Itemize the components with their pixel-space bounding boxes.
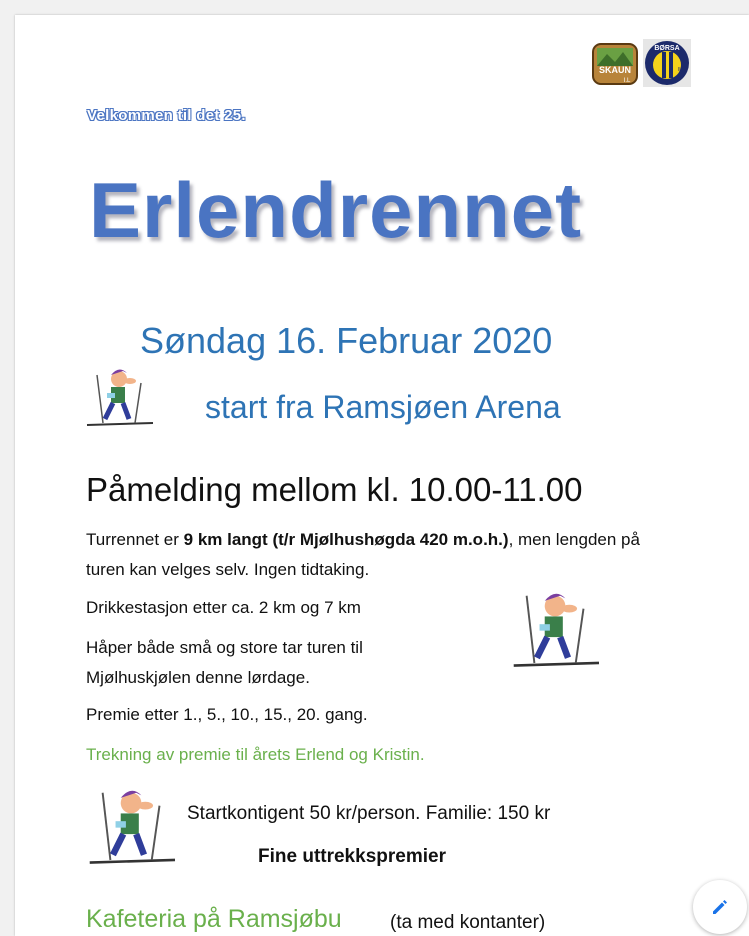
race-info-rest: , men lengden på turen kan velges selv. Ingen tidtaking. xyxy=(86,530,640,579)
event-title: Erlendrennet xyxy=(89,166,583,254)
borsa-il-logo xyxy=(642,38,692,88)
premie-text: Premie etter 1., 5., 10., 15., 20. gang. xyxy=(86,705,368,724)
race-info xyxy=(86,525,666,585)
skier-illustration xyxy=(83,365,158,430)
skaun-logo-il: I.L xyxy=(623,78,631,84)
borsa-logo-text: BØRSA xyxy=(654,45,680,52)
skier-illustration xyxy=(508,588,606,672)
race-info-distance: 9 km langt (t/r Mjølhushøgda 420 m.o.h.) xyxy=(183,530,509,549)
event-date: Søndag 16. Februar 2020 xyxy=(140,320,553,361)
prize-draw-text: Trekning av premie til årets Erlend og Kristin. xyxy=(86,745,425,764)
skier-illustration xyxy=(83,785,183,869)
edit-button[interactable] xyxy=(693,880,747,934)
viewer-top-bar xyxy=(0,0,749,15)
prizes-text: Fine uttrekkspremier xyxy=(258,846,446,867)
entry-fee: Startkontigent 50 kr/person. Familie: 150 kr xyxy=(187,803,551,824)
skaun-logo-text: SKAUN xyxy=(598,65,632,75)
drink-station: Drikkestasjon etter ca. 2 km og 7 km xyxy=(86,598,361,617)
borsa-logo-il: IL xyxy=(677,67,683,73)
race-info-intro: Turrennet er xyxy=(86,530,184,549)
welcome-text: Velkommen til det 25. xyxy=(87,107,246,124)
event-venue: start fra Ramsjøen Arena xyxy=(205,389,561,425)
cafe-text: Kafeteria på Ramsjøbu xyxy=(86,905,342,933)
skaun-il-logo xyxy=(591,40,639,88)
hope-text: Håper både små og store tar turen til Mjølhuskjølen denne lørdage. xyxy=(86,638,363,687)
cash-note: (ta med kontanter) xyxy=(390,912,546,933)
document-page xyxy=(15,15,749,936)
registration-time: Påmelding mellom kl. 10.00-11.00 xyxy=(86,471,583,508)
pencil-icon xyxy=(710,897,730,917)
